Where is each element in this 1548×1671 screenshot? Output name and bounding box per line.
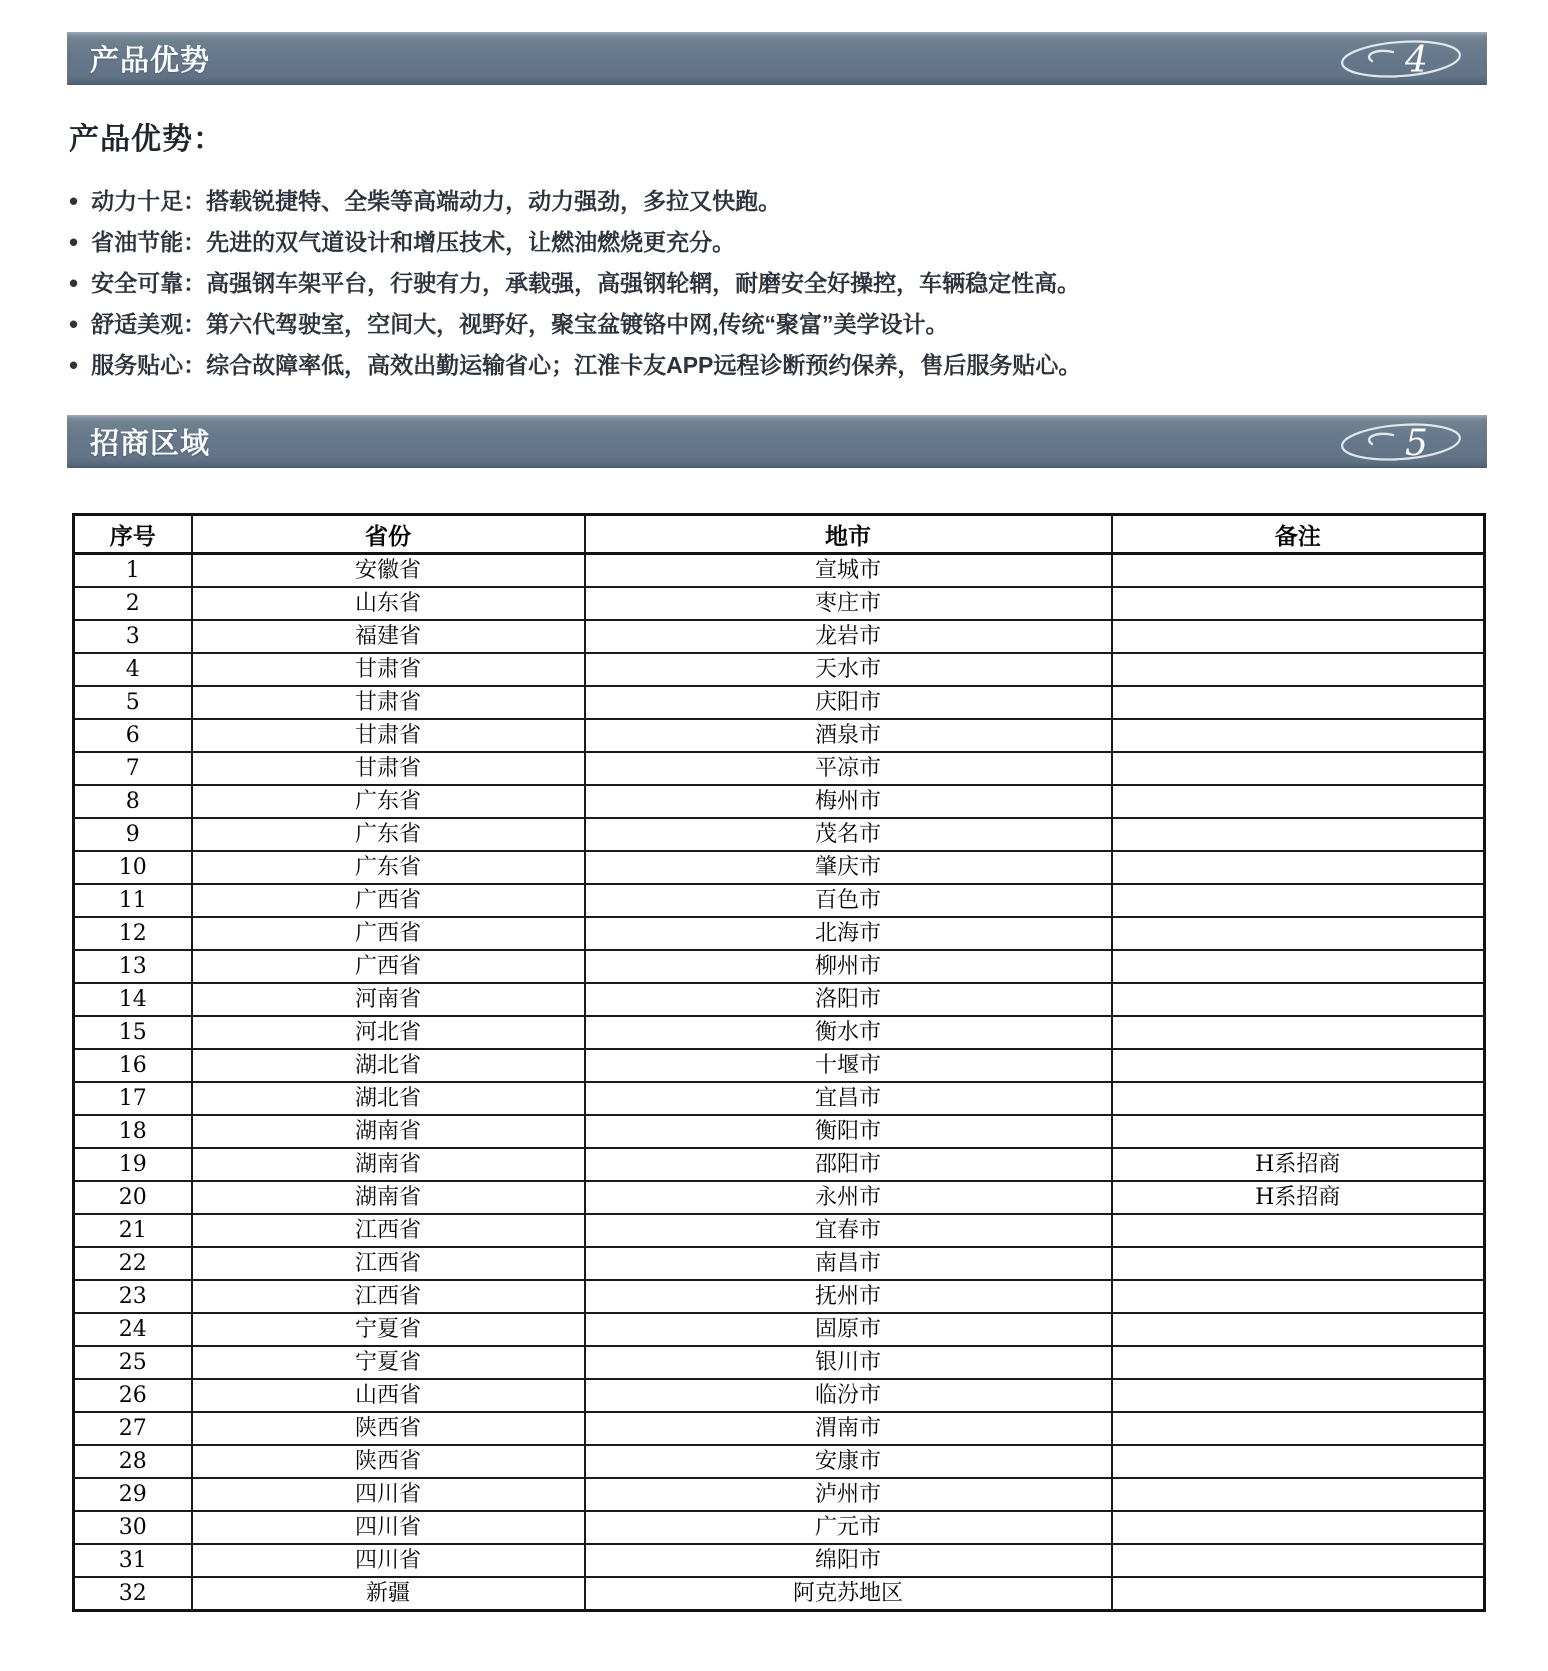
advantage-item: • 服务贴心：综合故障率低，高效出勤运输省心；江淮卡友APP远程诊断预约保养，售后服务贴心。: [69, 344, 1548, 385]
province-cell: 湖南省: [192, 1148, 585, 1181]
section-bar-region: [67, 415, 1487, 468]
city-cell: 银川市: [585, 1346, 1112, 1379]
province-cell: 广东省: [192, 785, 585, 818]
table-row: [74, 719, 1485, 752]
row-index-cell: 32: [74, 1577, 192, 1611]
row-index-cell: 14: [74, 983, 192, 1016]
advantages-list: [69, 180, 1548, 385]
row-index-cell: 19: [74, 1148, 192, 1181]
remark-cell: [1112, 587, 1485, 620]
province-cell: 四川省: [192, 1478, 585, 1511]
row-index-cell: 10: [74, 851, 192, 884]
page-number-circle-icon: [1335, 418, 1467, 466]
province-cell: 甘肃省: [192, 719, 585, 752]
city-cell: 宣城市: [585, 554, 1112, 588]
table-row: [74, 653, 1485, 686]
city-cell: 肇庆市: [585, 851, 1112, 884]
city-cell: 宜春市: [585, 1214, 1112, 1247]
row-index-cell: 31: [74, 1544, 192, 1577]
advantage-item: • 安全可靠：高强钢车架平台，行驶有力，承载强，高强钢轮辋，耐磨安全好操控，车辆稳定性高。: [69, 262, 1548, 303]
row-index-cell: 29: [74, 1478, 192, 1511]
province-cell: 广西省: [192, 917, 585, 950]
city-cell: 酒泉市: [585, 719, 1112, 752]
remark-cell: [1112, 719, 1485, 752]
city-cell: 泸州市: [585, 1478, 1112, 1511]
advantage-item: • 省油节能：先进的双气道设计和增压技术，让燃油燃烧更充分。: [69, 221, 1548, 262]
city-cell: 天水市: [585, 653, 1112, 686]
province-cell: 江西省: [192, 1280, 585, 1313]
city-cell: 百色市: [585, 884, 1112, 917]
city-cell: 邵阳市: [585, 1148, 1112, 1181]
row-index-cell: 30: [74, 1511, 192, 1544]
table-row: [74, 1478, 1485, 1511]
table-row: [74, 1412, 1485, 1445]
advantage-item: • 舒适美观：第六代驾驶室，空间大，视野好，聚宝盆镀铬中网,传统“聚富”美学设计。: [69, 303, 1548, 344]
city-cell: 绵阳市: [585, 1544, 1112, 1577]
row-index-cell: 25: [74, 1346, 192, 1379]
advantages-heading: 产品优势：: [69, 123, 224, 156]
province-cell: 河北省: [192, 1016, 585, 1049]
table-row: [74, 1214, 1485, 1247]
province-cell: 甘肃省: [192, 653, 585, 686]
row-index-cell: 13: [74, 950, 192, 983]
province-cell: 陕西省: [192, 1412, 585, 1445]
province-cell: 湖南省: [192, 1181, 585, 1214]
row-index-cell: 22: [74, 1247, 192, 1280]
remark-cell: [1112, 851, 1485, 884]
remark-cell: [1112, 1247, 1485, 1280]
province-cell: 四川省: [192, 1544, 585, 1577]
row-index-cell: 9: [74, 818, 192, 851]
header-city: 地市: [585, 515, 1112, 554]
province-cell: 宁夏省: [192, 1346, 585, 1379]
row-index-cell: 16: [74, 1049, 192, 1082]
remark-cell: [1112, 1016, 1485, 1049]
page-number: 4: [1405, 40, 1428, 81]
row-index-cell: 3: [74, 620, 192, 653]
remark-cell: [1112, 983, 1485, 1016]
remark-cell: [1112, 785, 1485, 818]
table-row: [74, 587, 1485, 620]
province-cell: 陕西省: [192, 1445, 585, 1478]
table-header-row: [74, 515, 1485, 554]
table-row: [74, 752, 1485, 785]
row-index-cell: 6: [74, 719, 192, 752]
province-cell: 甘肃省: [192, 752, 585, 785]
table-row: [74, 1049, 1485, 1082]
city-cell: 衡阳市: [585, 1115, 1112, 1148]
row-index-cell: 28: [74, 1445, 192, 1478]
table-row: [74, 818, 1485, 851]
province-cell: 新疆: [192, 1577, 585, 1611]
remark-cell: [1112, 620, 1485, 653]
row-index-cell: 27: [74, 1412, 192, 1445]
region-table: [72, 513, 1486, 1612]
row-index-cell: 2: [74, 587, 192, 620]
header-remark: 备注: [1112, 515, 1485, 554]
province-cell: 福建省: [192, 620, 585, 653]
city-cell: 十堰市: [585, 1049, 1112, 1082]
row-index-cell: 20: [74, 1181, 192, 1214]
province-cell: 甘肃省: [192, 686, 585, 719]
city-cell: 柳州市: [585, 950, 1112, 983]
remark-cell: [1112, 1577, 1485, 1611]
city-cell: 枣庄市: [585, 587, 1112, 620]
region-table-body: [74, 554, 1485, 1611]
section-bar-title: 产品优势: [90, 45, 211, 77]
table-row: [74, 983, 1485, 1016]
remark-cell: [1112, 1214, 1485, 1247]
province-cell: 广西省: [192, 950, 585, 983]
table-row: [74, 1016, 1485, 1049]
city-cell: 渭南市: [585, 1412, 1112, 1445]
table-row: [74, 851, 1485, 884]
province-cell: 宁夏省: [192, 1313, 585, 1346]
row-index-cell: 7: [74, 752, 192, 785]
table-row: [74, 1247, 1485, 1280]
remark-cell: [1112, 1115, 1485, 1148]
row-index-cell: 5: [74, 686, 192, 719]
table-row: [74, 1280, 1485, 1313]
remark-cell: H系招商: [1112, 1148, 1485, 1181]
remark-cell: [1112, 1544, 1485, 1577]
province-cell: 安徽省: [192, 554, 585, 588]
remark-cell: [1112, 686, 1485, 719]
remark-cell: H系招商: [1112, 1181, 1485, 1214]
row-index-cell: 11: [74, 884, 192, 917]
remark-cell: [1112, 1082, 1485, 1115]
remark-cell: [1112, 1280, 1485, 1313]
remark-cell: [1112, 917, 1485, 950]
city-cell: 衡水市: [585, 1016, 1112, 1049]
province-cell: 江西省: [192, 1247, 585, 1280]
remark-cell: [1112, 1346, 1485, 1379]
province-cell: 河南省: [192, 983, 585, 1016]
row-index-cell: 26: [74, 1379, 192, 1412]
city-cell: 宜昌市: [585, 1082, 1112, 1115]
city-cell: 南昌市: [585, 1247, 1112, 1280]
remark-cell: [1112, 818, 1485, 851]
remark-cell: [1112, 1313, 1485, 1346]
table-row: [74, 1115, 1485, 1148]
row-index-cell: 12: [74, 917, 192, 950]
province-cell: 广西省: [192, 884, 585, 917]
remark-cell: [1112, 554, 1485, 588]
table-row: [74, 884, 1485, 917]
city-cell: 洛阳市: [585, 983, 1112, 1016]
table-row: [74, 1148, 1485, 1181]
header-province: 省份: [192, 515, 585, 554]
table-row: [74, 1313, 1485, 1346]
remark-cell: [1112, 1379, 1485, 1412]
city-cell: 平凉市: [585, 752, 1112, 785]
row-index-cell: 23: [74, 1280, 192, 1313]
city-cell: 永州市: [585, 1181, 1112, 1214]
city-cell: 固原市: [585, 1313, 1112, 1346]
page-number: 5: [1405, 423, 1428, 464]
city-cell: 庆阳市: [585, 686, 1112, 719]
remark-cell: [1112, 1445, 1485, 1478]
province-cell: 湖南省: [192, 1115, 585, 1148]
remark-cell: [1112, 653, 1485, 686]
city-cell: 安康市: [585, 1445, 1112, 1478]
row-index-cell: 21: [74, 1214, 192, 1247]
row-index-cell: 8: [74, 785, 192, 818]
province-cell: 广东省: [192, 818, 585, 851]
province-cell: 广东省: [192, 851, 585, 884]
city-cell: 龙岩市: [585, 620, 1112, 653]
remark-cell: [1112, 1478, 1485, 1511]
city-cell: 北海市: [585, 917, 1112, 950]
row-index-cell: 4: [74, 653, 192, 686]
table-row: [74, 1346, 1485, 1379]
province-cell: 山西省: [192, 1379, 585, 1412]
city-cell: 抚州市: [585, 1280, 1112, 1313]
table-row: [74, 620, 1485, 653]
remark-cell: [1112, 1511, 1485, 1544]
city-cell: 临汾市: [585, 1379, 1112, 1412]
table-row: [74, 917, 1485, 950]
section-bar-title: 招商区域: [90, 428, 211, 460]
province-cell: 山东省: [192, 587, 585, 620]
table-row: [74, 785, 1485, 818]
row-index-cell: 1: [74, 554, 192, 588]
province-cell: 江西省: [192, 1214, 585, 1247]
row-index-cell: 18: [74, 1115, 192, 1148]
city-cell: 茂名市: [585, 818, 1112, 851]
remark-cell: [1112, 950, 1485, 983]
city-cell: 广元市: [585, 1511, 1112, 1544]
remark-cell: [1112, 884, 1485, 917]
city-cell: 梅州市: [585, 785, 1112, 818]
table-row: [74, 1445, 1485, 1478]
advantage-item: • 动力十足：搭载锐捷特、全柴等高端动力，动力强劲，多拉又快跑。: [69, 180, 1548, 221]
city-cell: 阿克苏地区: [585, 1577, 1112, 1611]
table-row: [74, 1544, 1485, 1577]
row-index-cell: 24: [74, 1313, 192, 1346]
remark-cell: [1112, 1412, 1485, 1445]
remark-cell: [1112, 752, 1485, 785]
table-row: [74, 1379, 1485, 1412]
row-index-cell: 15: [74, 1016, 192, 1049]
row-index-cell: 17: [74, 1082, 192, 1115]
header-index: 序号: [74, 515, 192, 554]
province-cell: 湖北省: [192, 1049, 585, 1082]
table-row: [74, 1511, 1485, 1544]
table-row: [74, 554, 1485, 588]
province-cell: 四川省: [192, 1511, 585, 1544]
province-cell: 湖北省: [192, 1082, 585, 1115]
table-row: [74, 1181, 1485, 1214]
section-bar-product-advantages: [67, 32, 1487, 85]
table-row: [74, 950, 1485, 983]
remark-cell: [1112, 1049, 1485, 1082]
table-row: [74, 1577, 1485, 1611]
page-number-circle-icon: [1335, 35, 1467, 83]
table-row: [74, 686, 1485, 719]
table-row: [74, 1082, 1485, 1115]
